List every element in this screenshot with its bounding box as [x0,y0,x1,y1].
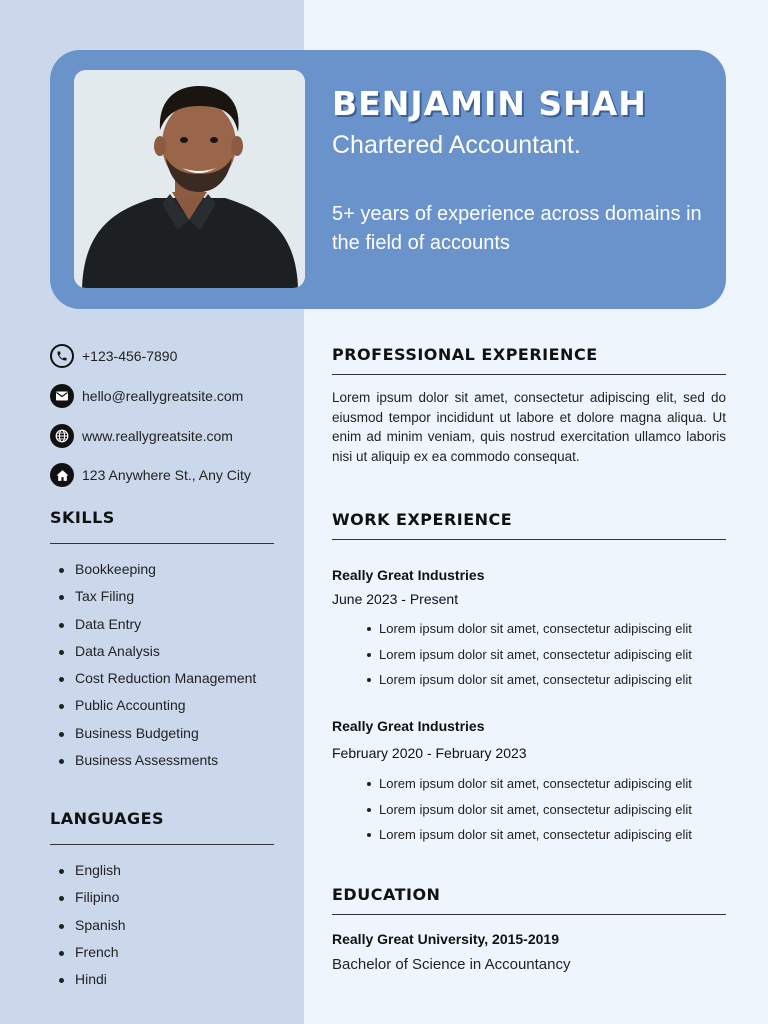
globe-icon [50,424,74,448]
education-divider [332,914,726,915]
professional-experience-text: Lorem ipsum dolor sit amet, consectetur adipiscing elit, sed do eiusmod tempor incididunt ut labore et dolore magna aliqua. Ut enim ad minim veniam, quis nostrud exercitation ullamco laboris nisi ut aliquip ex ea commodo consequat. [332,390,726,464]
job-company: Really Great Industries [332,718,485,734]
job-dates: June 2023 - Present [332,591,459,607]
languages-list [75,857,126,993]
skills-heading: SKILLS [50,508,115,527]
professional-experience-divider [332,374,726,375]
language-item: Hindi [75,966,126,993]
languages-heading: LANGUAGES [50,809,165,828]
email-text: hello@reallygreatsite.com [82,388,244,404]
candidate-role: Chartered Accountant. [332,131,581,159]
job-bullets [379,771,692,848]
skills-list [75,556,256,774]
education-school: Really Great University, 2015-2019 [332,931,559,947]
job-bullet: Lorem ipsum dolor sit amet, consectetur adipiscing elit [379,771,692,797]
job-bullet: Lorem ipsum dolor sit amet, consectetur adipiscing elit [379,667,692,693]
contact-website [50,424,233,448]
work-experience-heading: WORK EXPERIENCE [332,510,513,529]
job-bullet: Lorem ipsum dolor sit amet, consectetur adipiscing elit [379,822,692,848]
job-bullets [379,616,692,693]
website-text: www.reallygreatsite.com [82,428,233,444]
education-heading: EDUCATION [332,885,441,904]
home-icon [50,463,74,487]
mail-icon [50,384,74,408]
skill-item: Bookkeeping [75,556,256,583]
skills-divider [50,543,274,544]
education-degree: Bachelor of Science in Accountancy [332,956,571,973]
skill-item: Data Entry [75,611,256,638]
languages-divider [50,844,274,845]
language-item: French [75,939,126,966]
skill-item: Business Budgeting [75,720,256,747]
phone-text: +123-456-7890 [82,348,178,364]
address-text: 123 Anywhere St., Any City [82,467,251,483]
work-experience-divider [332,539,726,540]
candidate-summary: 5+ years of experience across domains in the field of accounts [332,203,702,254]
job-bullet: Lorem ipsum dolor sit amet, consectetur adipiscing elit [379,642,692,668]
skill-item: Tax Filing [75,583,256,610]
profile-photo [74,70,305,288]
phone-icon [50,344,74,368]
contact-address [50,463,251,487]
skill-item: Public Accounting [75,692,256,719]
candidate-name: BENJAMIN SHAH [332,84,647,123]
contact-phone [50,344,177,368]
skill-item: Business Assessments [75,747,256,774]
job-company: Really Great Industries [332,567,485,583]
job-dates: February 2020 - February 2023 [332,745,527,761]
job-bullet: Lorem ipsum dolor sit amet, consectetur adipiscing elit [379,797,692,823]
language-item: Spanish [75,912,126,939]
skill-item: Data Analysis [75,638,256,665]
professional-experience-heading: PROFESSIONAL EXPERIENCE [332,345,598,364]
contact-email [50,384,243,408]
language-item: English [75,857,126,884]
language-item: Filipino [75,884,126,911]
job-bullet: Lorem ipsum dolor sit amet, consectetur adipiscing elit [379,616,692,642]
skill-item: Cost Reduction Management [75,665,256,692]
